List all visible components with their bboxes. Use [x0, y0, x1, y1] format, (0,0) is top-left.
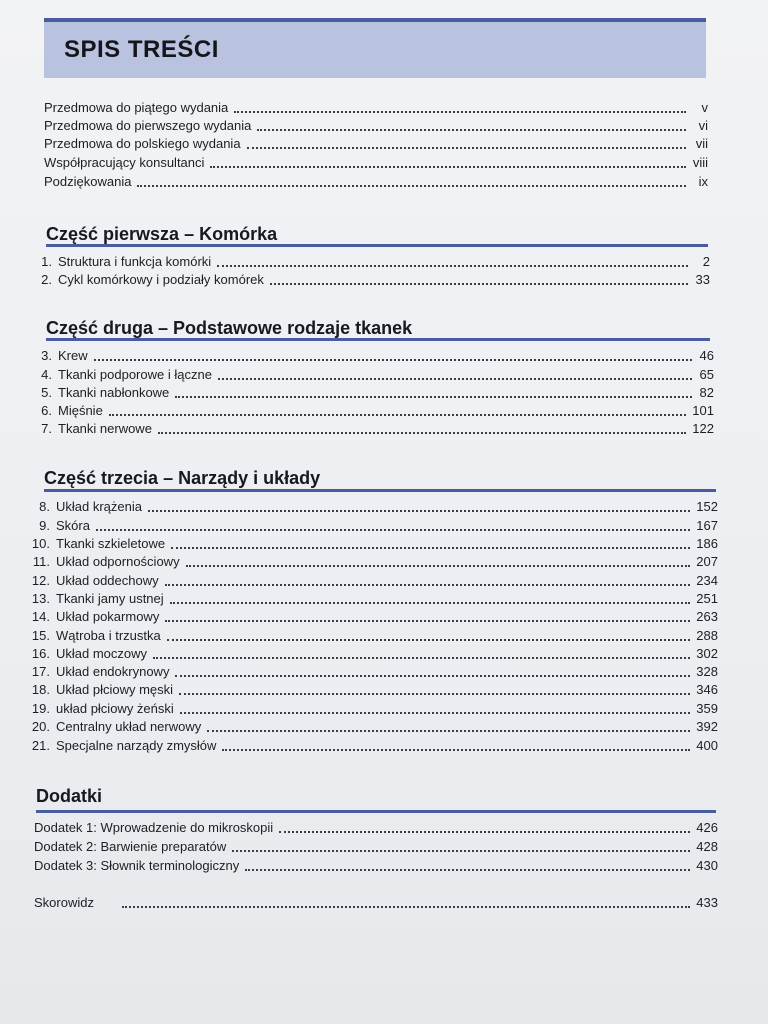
appendices-heading: Dodatki	[36, 786, 103, 806]
entry-page: 152	[696, 499, 718, 514]
entry-label: Tkanki szkieletowe	[56, 536, 166, 551]
entry-page: 207	[696, 554, 718, 569]
entry-page: 288	[696, 628, 718, 643]
leader-dots	[94, 359, 692, 361]
leader-dots	[122, 906, 690, 908]
entry-page: 428	[696, 839, 718, 854]
title-band	[44, 18, 706, 78]
entry-page: 82	[699, 385, 714, 400]
entry-label: Układ oddechowy	[56, 573, 159, 588]
entry-label: Współpracujący konsultanci	[44, 155, 205, 170]
chapter-number: 4.	[41, 367, 52, 382]
toc-entry[interactable]	[28, 571, 718, 589]
section-rule	[36, 810, 716, 813]
chapter-number: 2.	[41, 272, 52, 287]
toc-entry[interactable]	[44, 134, 708, 152]
chapter-number: 9.	[39, 518, 50, 533]
entry-page: 33	[695, 272, 710, 287]
chapter-number: 5.	[41, 385, 52, 400]
section-rule	[46, 338, 710, 341]
entry-page: 46	[699, 348, 714, 363]
leader-dots	[232, 850, 690, 852]
toc-entry[interactable]	[28, 497, 718, 515]
entry-page: 433	[696, 895, 718, 910]
leader-dots	[175, 675, 690, 677]
toc-entry[interactable]	[44, 116, 708, 134]
chapter-number: 16.	[31, 646, 50, 661]
chapter-number: 10.	[31, 536, 50, 551]
entry-page: 400	[696, 738, 718, 753]
entry-label: Cykl komórkowy i podziały komórek	[58, 272, 264, 287]
entry-page: 186	[696, 536, 718, 551]
entry-page: 251	[696, 591, 718, 606]
toc-entry-index[interactable]	[34, 893, 718, 911]
chapter-number: 11.	[32, 554, 50, 569]
toc-entry[interactable]	[44, 172, 708, 190]
leader-dots	[245, 869, 690, 871]
chapter-number: 21.	[31, 738, 50, 753]
chapter-number: 20.	[31, 719, 50, 734]
leader-dots	[179, 693, 690, 695]
leader-dots	[96, 529, 690, 531]
chapter-number: 19.	[31, 701, 50, 716]
entry-label: Przedmowa do polskiego wydania	[44, 136, 241, 151]
leader-dots	[167, 639, 691, 641]
entry-page: 122	[692, 421, 714, 436]
entry-page: ix	[698, 174, 708, 189]
chapter-number: 7.	[41, 421, 52, 436]
toc-entry[interactable]	[30, 252, 710, 270]
entry-page: 392	[696, 719, 718, 734]
entry-page: 65	[699, 367, 714, 382]
chapter-number: 3.	[41, 348, 52, 363]
entry-label: Tkanki jamy ustnej	[56, 591, 164, 606]
toc-entry[interactable]	[28, 680, 718, 698]
toc-entry[interactable]	[34, 818, 718, 836]
chapter-number: 17.	[31, 664, 50, 679]
entry-label: Struktura i funkcja komórki	[58, 254, 212, 269]
entry-page: 430	[696, 858, 718, 873]
chapter-number: 6.	[41, 403, 52, 418]
leader-dots	[109, 414, 687, 416]
entry-page: 263	[696, 609, 718, 624]
entry-label: Tkanki nabłonkowe	[58, 385, 170, 400]
toc-entry[interactable]	[44, 153, 708, 171]
chapter-number: 13.	[31, 591, 50, 606]
section-rule	[44, 489, 716, 492]
entry-label: Przedmowa do pierwszego wydania	[44, 118, 252, 133]
leader-dots	[165, 584, 691, 586]
chapter-number: 15.	[31, 628, 50, 643]
entry-label: Układ endokrynowy	[56, 664, 170, 679]
toc-entry[interactable]	[30, 270, 710, 288]
leader-dots	[210, 166, 686, 168]
section-rule	[46, 244, 708, 247]
toc-entry[interactable]	[30, 365, 714, 383]
leader-dots	[148, 510, 690, 512]
part-heading: Część trzecia – Narządy i układy	[44, 468, 321, 488]
leader-dots	[165, 620, 690, 622]
chapter-number: 12.	[31, 573, 50, 588]
chapter-number: 14.	[31, 609, 50, 624]
entry-label: Przedmowa do piątego wydania	[44, 100, 229, 115]
entry-label: Tkanki nerwowe	[58, 421, 152, 436]
entry-label: Układ płciowy męski	[56, 682, 174, 697]
entry-page: 359	[696, 701, 718, 716]
leader-dots	[153, 657, 690, 659]
entry-page: 426	[696, 820, 718, 835]
entry-label: Układ moczowy	[56, 646, 148, 661]
leader-dots	[186, 565, 691, 567]
leader-dots	[218, 378, 692, 380]
toc-entry[interactable]	[28, 589, 718, 607]
entry-label: Układ odpornościowy	[56, 554, 180, 569]
leader-dots	[171, 547, 690, 549]
entry-label: Tkanki podporowe i łączne	[58, 367, 212, 382]
part-heading: Część druga – Podstawowe rodzaje tkanek	[46, 318, 413, 338]
toc-entry[interactable]	[30, 419, 714, 437]
leader-dots	[137, 185, 686, 187]
leader-dots	[234, 111, 686, 113]
toc-entry[interactable]	[28, 717, 718, 735]
leader-dots	[170, 602, 691, 604]
entry-page: 302	[696, 646, 718, 661]
leader-dots	[175, 396, 692, 398]
entry-page: 346	[696, 682, 718, 697]
entry-page: vii	[695, 136, 708, 151]
entry-page: vi	[698, 118, 708, 133]
entry-label: Specjalne narządy zmysłów	[56, 738, 217, 753]
page-title: SPIS TREŚCI	[64, 36, 219, 63]
entry-label: Skorowidz	[34, 895, 94, 910]
toc-entry[interactable]	[30, 346, 714, 364]
entry-label: Podziękowania	[44, 174, 132, 189]
toc-entry[interactable]	[28, 552, 718, 570]
entry-label: Dodatek 3: Słownik terminologiczny	[34, 858, 240, 873]
toc-entry[interactable]	[28, 736, 718, 754]
toc-entry[interactable]	[28, 699, 718, 717]
entry-label: układ płciowy żeński	[56, 701, 174, 716]
toc-entry[interactable]	[28, 607, 718, 625]
leader-dots	[180, 712, 691, 714]
leader-dots	[279, 831, 690, 833]
chapter-number: 8.	[39, 499, 50, 514]
toc-entry[interactable]	[28, 662, 718, 680]
leader-dots	[222, 749, 690, 751]
entry-label: Dodatek 1: Wprowadzenie do mikroskopii	[34, 820, 274, 835]
leader-dots	[158, 432, 686, 434]
leader-dots	[217, 265, 688, 267]
toc-entry[interactable]	[44, 98, 708, 116]
toc-entry[interactable]	[28, 534, 718, 552]
entry-label: Dodatek 2: Barwienie preparatów	[34, 839, 227, 854]
entry-page: 101	[692, 403, 714, 418]
part-heading: Część pierwsza – Komórka	[46, 224, 278, 244]
entry-page: v	[701, 100, 708, 115]
entry-label: Układ krążenia	[56, 499, 142, 514]
toc-entry[interactable]	[28, 644, 718, 662]
entry-label: Skóra	[56, 518, 90, 533]
toc-entry[interactable]	[28, 516, 718, 534]
entry-page: 2	[702, 254, 710, 269]
toc-entry[interactable]	[30, 401, 714, 419]
leader-dots	[257, 129, 686, 131]
entry-page: 234	[696, 573, 718, 588]
toc-entry[interactable]	[28, 626, 718, 644]
entry-page: 167	[696, 518, 718, 533]
toc-entry[interactable]	[34, 856, 718, 874]
entry-page: 328	[696, 664, 718, 679]
entry-label: Mięśnie	[58, 403, 103, 418]
entry-label: Krew	[58, 348, 88, 363]
toc-entry[interactable]	[34, 837, 718, 855]
entry-label: Układ pokarmowy	[56, 609, 160, 624]
entry-page: viii	[692, 155, 708, 170]
entry-label: Centralny układ nerwowy	[56, 719, 202, 734]
chapter-number: 1.	[41, 254, 52, 269]
entry-label: Wątroba i trzustka	[56, 628, 161, 643]
leader-dots	[270, 283, 688, 285]
chapter-number: 18.	[31, 682, 50, 697]
toc-entry[interactable]	[30, 383, 714, 401]
leader-dots	[247, 147, 686, 149]
leader-dots	[207, 730, 690, 732]
